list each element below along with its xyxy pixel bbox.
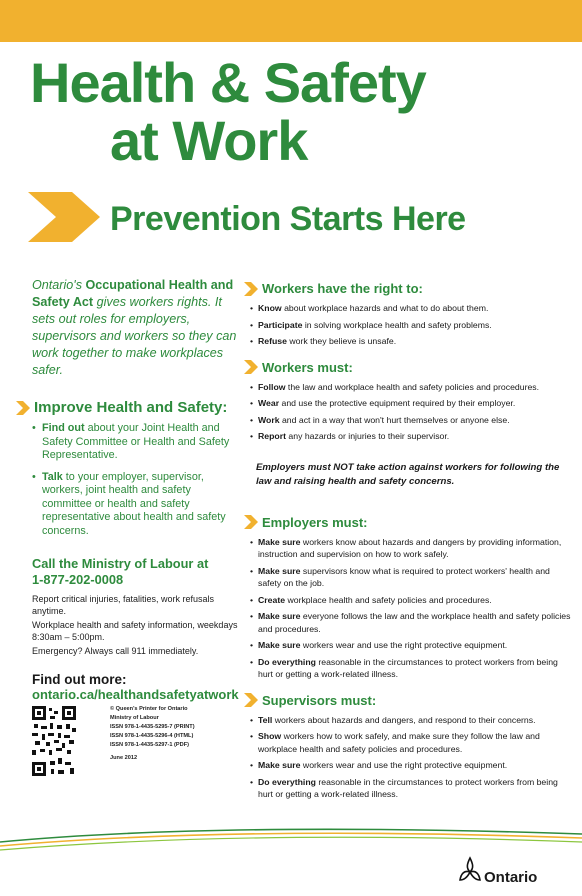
list-item: • Work and act in a way that won't hurt themselves or anyone else. <box>250 414 575 427</box>
publication-info <box>32 706 195 776</box>
list-item: • Make sure everyone follows the law and the workplace health and safety policies and procedures. <box>250 610 575 635</box>
rights-list <box>250 302 575 348</box>
chevron-right-icon <box>244 515 258 529</box>
decorative-waves <box>0 820 582 860</box>
chevron-right-icon <box>244 693 258 707</box>
list-item: • Tell workers about hazards and dangers, and respond to their concerns. <box>250 714 575 727</box>
page-title: Health & Safety at Work <box>30 51 426 172</box>
list-item: • Create workplace health and safety policies and procedures. <box>250 594 575 607</box>
list-item: • Make sure workers know about hazards and dangers by providing information, instruction and supervision on how to work safely. <box>250 536 575 561</box>
improve-heading: Improve Health and Safety: <box>16 399 242 416</box>
website-link[interactable]: ontario.ca/healthandsafetyatwork <box>32 686 239 702</box>
workers-list <box>250 381 575 443</box>
list-item: • Refuse work they believe is unsafe. <box>250 335 575 348</box>
phone-number[interactable]: 1-877-202-0008 <box>32 572 124 587</box>
list-item: • Talk to your employer, supervisor, workers, joint health and safety committee or health and safety representative about health and safety concerns. <box>32 471 242 539</box>
list-item: • Know about workplace hazards and what to do about them. <box>250 302 575 315</box>
section-workers-rights <box>250 281 575 348</box>
list-item: • Find out about your Joint Health and Safety Committee or Health and Safety Representative. <box>32 422 242 463</box>
ontario-logo: Ontario <box>458 856 537 886</box>
find-out-more: Find out more: <box>32 671 127 687</box>
chevron-right-icon <box>28 192 100 242</box>
list-item: • Show workers how to work safely, and make sure they follow the law and workplace health and safety policies and procedures. <box>250 730 575 755</box>
list-item: • Follow the law and workplace health and safety policies and procedures. <box>250 381 575 394</box>
trillium-logo-icon <box>458 856 482 886</box>
call-ministry: Call the Ministry of Labour at 1-877-202-0008 <box>32 556 242 588</box>
top-accent-bar <box>0 0 582 42</box>
list-item: • Make sure workers wear and use the right protective equipment. <box>250 639 575 652</box>
improve-list <box>32 422 242 538</box>
supervisors-list <box>250 714 575 801</box>
employers-note: Employers must NOT take action against workers for following the law and raising health and safety concerns. <box>256 461 560 487</box>
list-item: • Report any hazards or injuries to their supervisor. <box>250 430 575 443</box>
chevron-right-icon <box>244 282 258 296</box>
rights-heading: Workers have the right to: <box>244 281 575 296</box>
list-item: • Do everything reasonable in the circumstances to protect workers from being hurt or getting a work-related illness. <box>250 656 575 681</box>
intro-text: Ontario's Occupational Health and Safety Act gives workers rights. It sets out roles for employers, supervisors and workers so they can work together to make workplaces safer. <box>32 278 237 377</box>
employers-list <box>250 536 575 681</box>
employers-heading: Employers must: <box>244 515 575 530</box>
workers-heading: Workers must: <box>244 360 575 375</box>
left-column <box>32 277 242 702</box>
section-workers-must <box>250 360 575 443</box>
chevron-right-icon <box>244 360 258 374</box>
publication-text: © Queen's Printer for Ontario Ministry of Labour ISSN 978-1-4435-5295-7 (PRINT) ISSN 978-1-4435-5296-4 (HTML) ISSN 978-1-4435-5297-1 (PDF) June 2012 <box>110 706 195 761</box>
contact-info: Report critical injuries, fatalities, work refusals anytime. Workplace health and safety information, weekdays 8:30am – 5:00pm. Emergency? Always call 911 immediately. <box>32 594 238 656</box>
list-item: • Wear and use the protective equipment required by their employer. <box>250 397 575 410</box>
list-item: • Participate in solving workplace health and safety problems. <box>250 319 575 332</box>
qr-code-icon[interactable] <box>32 706 76 776</box>
list-item: • Do everything reasonable in the circumstances to protect workers from being hurt or getting a work-related illness. <box>250 776 575 801</box>
list-item: • Make sure workers wear and use the right protective equipment. <box>250 759 575 772</box>
supervisors-heading: Supervisors must: <box>244 693 575 708</box>
list-item: • Make sure supervisors know what is required to protect workers' health and safety on the job. <box>250 565 575 590</box>
section-supervisors-must <box>250 693 575 801</box>
section-employers-must <box>250 515 575 681</box>
right-column <box>250 281 575 813</box>
chevron-right-icon <box>16 401 30 415</box>
subtitle: Prevention Starts Here <box>110 200 466 238</box>
